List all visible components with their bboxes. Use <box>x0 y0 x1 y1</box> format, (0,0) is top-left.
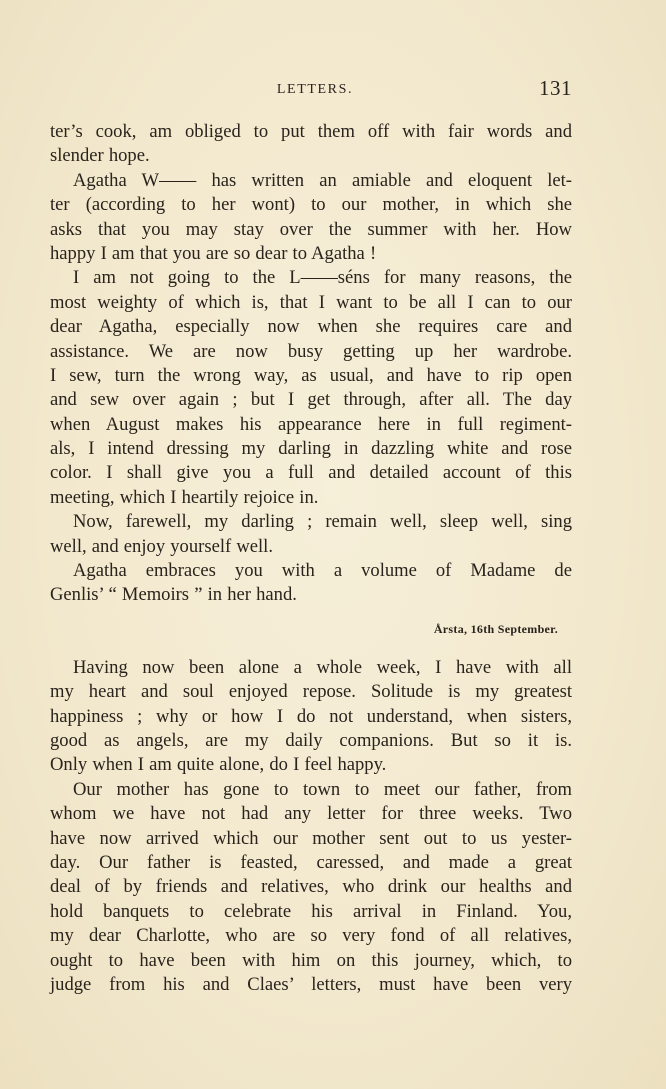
text-line: most weighty of which is, that I want to be all I can to our <box>50 291 572 313</box>
text-line: happiness ; why or how I do not understand, when sisters, <box>50 705 572 727</box>
text-line: good as angels, are my daily companions. But so it is. <box>50 729 572 751</box>
text-line: Our mother has gone to town to meet our father, from <box>73 778 572 800</box>
text-line: deal of by friends and relatives, who drink our healths and <box>50 876 572 898</box>
text-line: and sew over again ; but I get through, after all. The day <box>50 389 572 411</box>
running-title: LETTERS. <box>276 82 354 97</box>
text-line: happy I am that you are so dear to Agatha ! <box>50 242 377 264</box>
text-line: whom we have not had any letter for three weeks. Two <box>50 803 572 825</box>
text-line: dear Agatha, especially now when she requires care and <box>50 316 572 338</box>
text-line: meeting, which I heartily rejoice in. <box>50 486 319 508</box>
text-line: als, I intend dressing my darling in dazzling white and rose <box>50 438 572 460</box>
text-line: I am not going to the L——séns for many reasons, the <box>73 267 572 289</box>
text-line: color. I shall give you a full and detailed account of this <box>50 462 572 484</box>
running-head <box>50 74 572 104</box>
text-line: ter (according to her wont) to our mother, in which she <box>50 194 572 216</box>
text-line: Having now been alone a whole week, I have with all <box>73 656 572 678</box>
dateline-row <box>50 608 572 656</box>
text-line: have now arrived which our mother sent out to us yester- <box>50 827 572 849</box>
text-line: asks that you may stay over the summer with her. How <box>50 218 572 240</box>
body-text <box>50 120 572 997</box>
text-line: assistance. We are now busy getting up her wardrobe. <box>50 340 572 362</box>
text-line: judge from his and Claes’ letters, must have been very <box>50 973 572 995</box>
dateline: Årsta, 16th September. <box>433 621 558 636</box>
text-line: when August makes his appearance here in full regiment- <box>50 413 572 435</box>
text-line: day. Our father is feasted, caressed, and made a great <box>50 851 572 873</box>
text-line: my heart and soul enjoyed repose. Solitude is my greatest <box>50 681 572 703</box>
text-line: Agatha embraces you with a volume of Madame de <box>73 560 572 582</box>
text-line: slender hope. <box>50 145 150 167</box>
text-line: Agatha W—— has written an amiable and eloquent let- <box>73 169 572 191</box>
text-section-first <box>50 120 572 608</box>
text-line: hold banquets to celebrate his arrival in Finland. You, <box>50 900 572 922</box>
text-line: I sew, turn the wrong way, as usual, and have to rip open <box>50 364 572 386</box>
text-line: well, and enjoy yourself well. <box>50 535 274 557</box>
text-section-second <box>50 656 572 997</box>
text-line: Now, farewell, my darling ; remain well, sleep well, sing <box>73 511 572 533</box>
text-line: ter’s cook, am obliged to put them off with fair words and <box>50 121 572 142</box>
text-line: Only when I am quite alone, do I feel happy. <box>50 754 387 776</box>
text-line: ought to have been with him on this journey, which, to <box>50 949 572 971</box>
page-number: 131 <box>539 76 572 100</box>
text-line: Genlis’ “ Memoirs ” in her hand. <box>50 584 297 606</box>
text-line: my dear Charlotte, who are so very fond of all relatives, <box>50 925 572 947</box>
